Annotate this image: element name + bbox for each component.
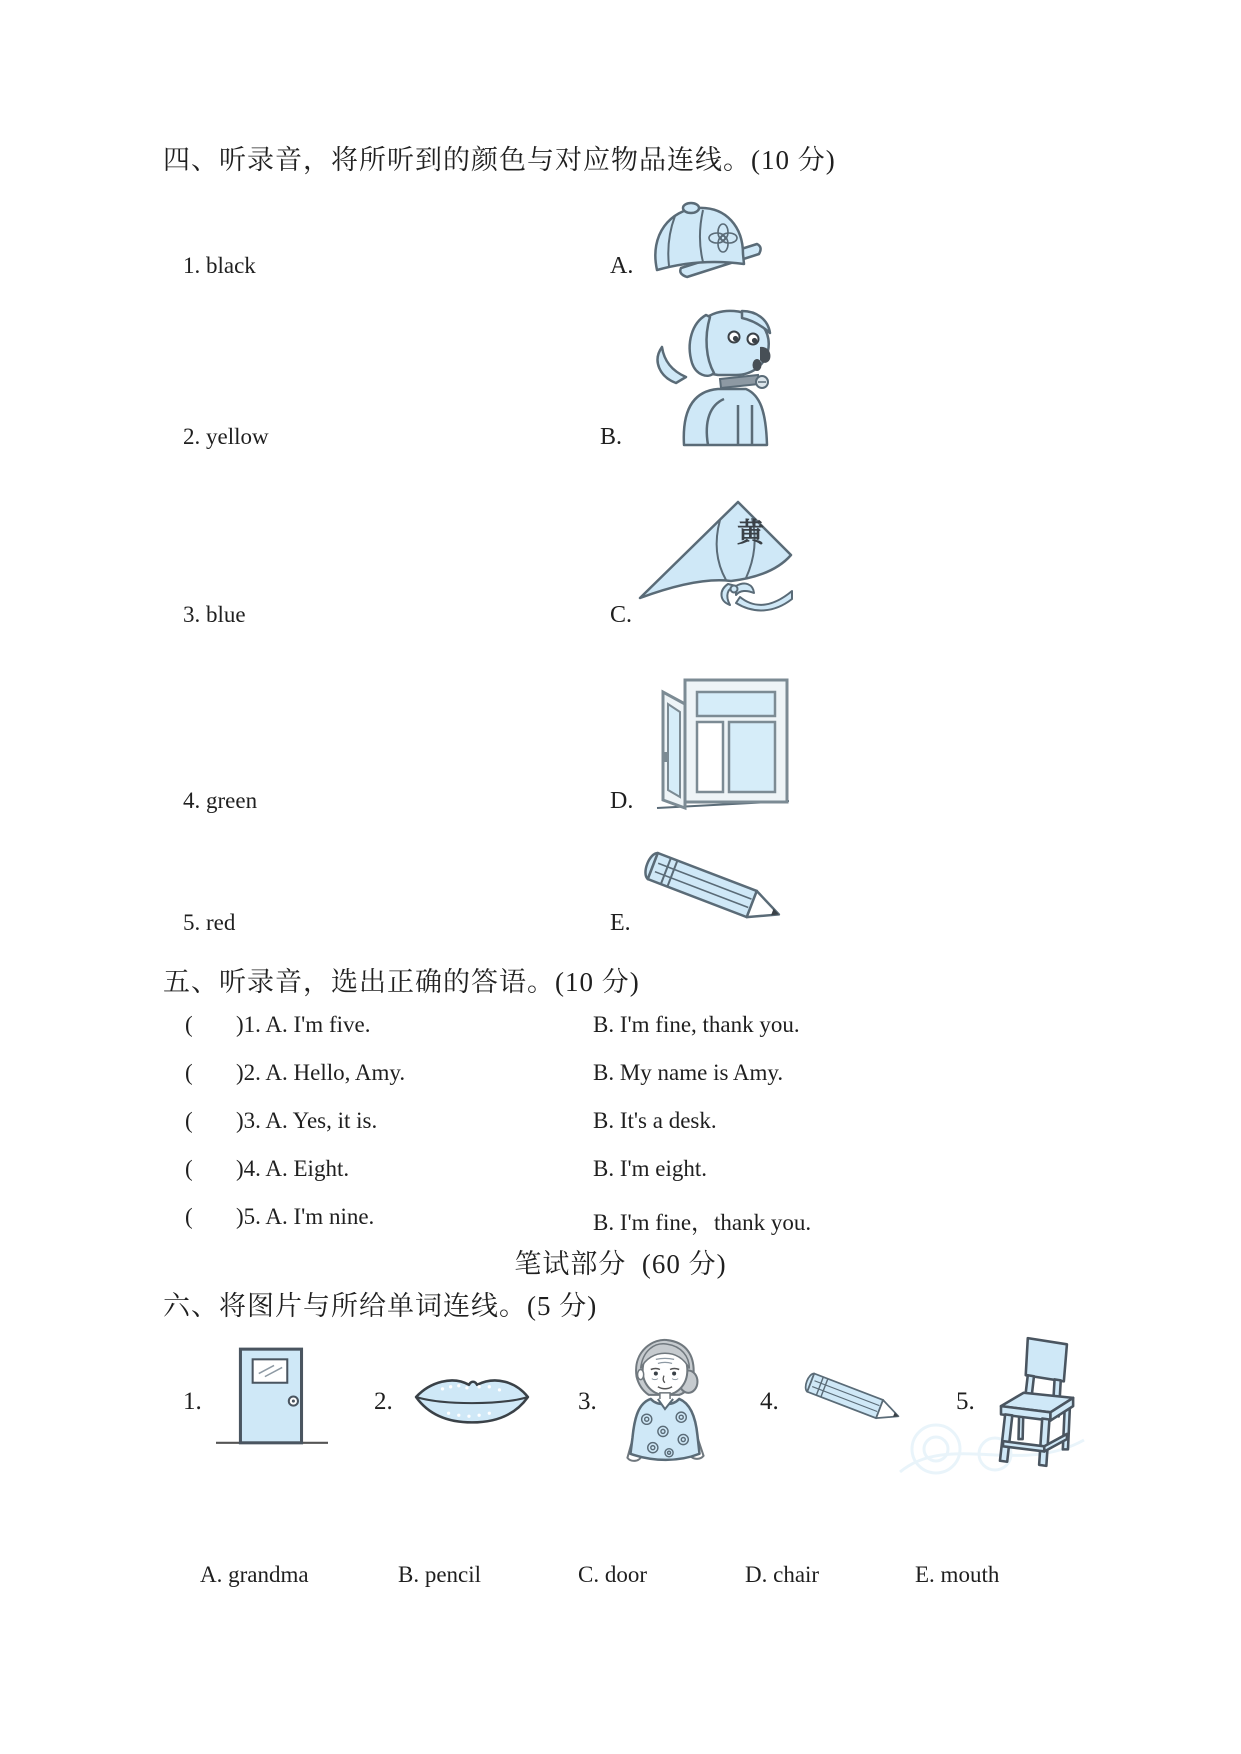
answer-option-b-3: B. It's a desk.	[593, 1108, 717, 1133]
picture-number-2: 2.	[374, 1388, 393, 1415]
grandma-illustration	[624, 1336, 708, 1470]
window-illustration	[655, 676, 791, 812]
answer-option-b-2: B. My name is Amy.	[593, 1060, 784, 1085]
match-word-green: 4. green	[183, 788, 258, 813]
match-letter-b: B.	[600, 424, 623, 450]
answer-option-a-1: )1. A. I'm five.	[236, 1012, 371, 1037]
cap-illustration	[645, 198, 763, 282]
match-word-blue: 3. blue	[183, 602, 246, 627]
answer-bracket-4: (	[185, 1156, 193, 1181]
written-part-header: 笔试部分 (60 分)	[514, 1249, 727, 1279]
kite-illustration	[636, 498, 796, 616]
word-option-door: C. door	[578, 1562, 647, 1587]
answer-option-b-1: B. I'm fine, thank you.	[593, 1012, 800, 1037]
section6-title: 六、将图片与所给单词连线。(5 分)	[163, 1291, 598, 1321]
answer-option-a-2: )2. A. Hello, Amy.	[236, 1060, 406, 1085]
word-option-pencil: B. pencil	[398, 1562, 482, 1587]
word-option-chair: D. chair	[745, 1562, 820, 1587]
answer-option-a-5: )5. A. I'm nine.	[236, 1204, 375, 1229]
dog-illustration	[650, 303, 780, 448]
match-letter-d: D.	[610, 788, 634, 814]
pencil-2-illustration	[794, 1368, 914, 1432]
word-option-grandma: A. grandma	[200, 1562, 309, 1587]
match-word-black: 1. black	[183, 253, 256, 278]
answer-bracket-2: (	[185, 1060, 193, 1085]
answer-option-a-4: )4. A. Eight.	[236, 1156, 350, 1181]
pencil-illustration	[640, 845, 790, 937]
answer-option-b-5: B. I'm fine，thank you.	[593, 1210, 812, 1235]
word-option-mouth: E. mouth	[915, 1562, 1000, 1587]
mouth-illustration	[412, 1368, 532, 1428]
match-letter-c: C.	[610, 602, 633, 628]
answer-option-b-4: B. I'm eight.	[593, 1156, 708, 1181]
picture-number-4: 4.	[760, 1388, 779, 1415]
picture-number-5: 5.	[956, 1388, 975, 1415]
section5-title: 五、听录音，选出正确的答语。(10 分)	[163, 967, 640, 997]
door-illustration	[216, 1344, 328, 1450]
picture-number-1: 1.	[183, 1388, 202, 1415]
match-letter-e: E.	[610, 910, 631, 936]
answer-bracket-1: (	[185, 1012, 193, 1037]
chair-illustration	[988, 1334, 1082, 1470]
section4-title: 四、听录音，将所听到的颜色与对应物品连线。(10 分)	[163, 145, 836, 175]
match-letter-a: A.	[610, 253, 634, 279]
answer-option-a-3: )3. A. Yes, it is.	[236, 1108, 378, 1133]
match-word-red: 5. red	[183, 910, 236, 935]
answer-bracket-5: (	[185, 1204, 193, 1229]
match-word-yellow: 2. yellow	[183, 424, 269, 449]
picture-number-3: 3.	[578, 1388, 597, 1415]
answer-bracket-3: (	[185, 1108, 193, 1133]
